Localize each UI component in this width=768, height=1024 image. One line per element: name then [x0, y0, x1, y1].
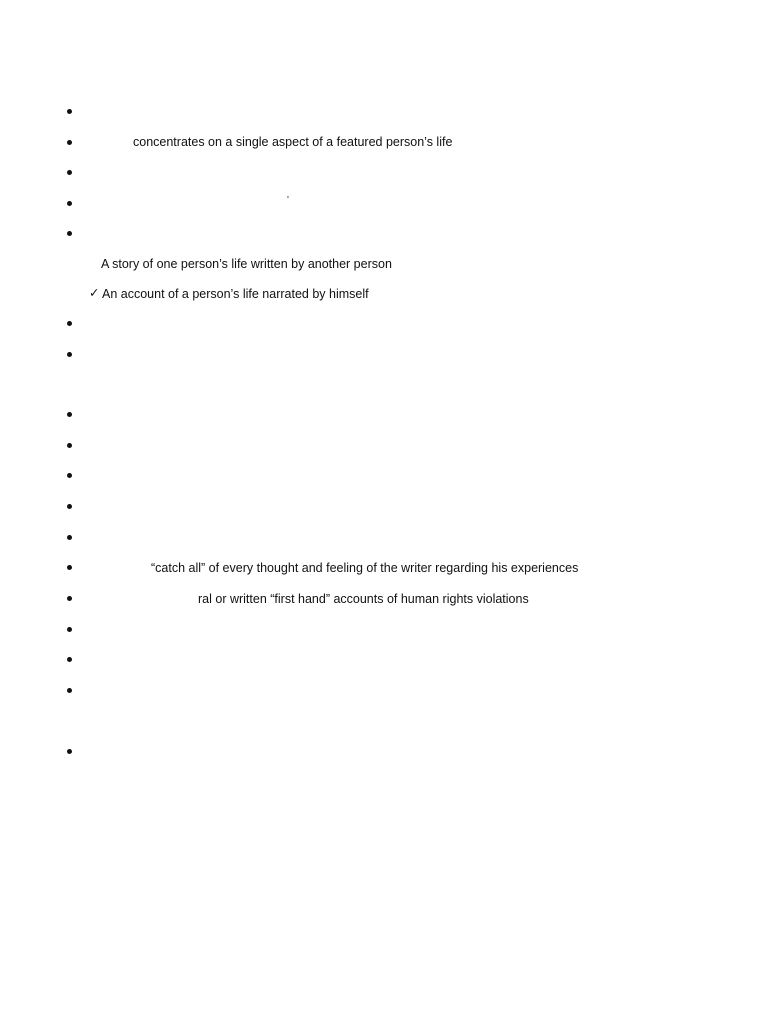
bullet: [66, 320, 74, 328]
text-line-catch-all: “catch all” of every thought and feeling of the writer regarding his experiences: [151, 561, 579, 575]
bullet: [66, 534, 74, 542]
bullet: [66, 108, 74, 116]
text-line-biography: A story of one person’s life written by another person: [101, 257, 392, 271]
text-line-oral-written: ral or written “first hand” accounts of human rights violations: [198, 592, 529, 606]
bullet: [66, 503, 74, 511]
bullet: [66, 200, 74, 208]
bullet: [66, 139, 74, 147]
bullet: [66, 595, 74, 603]
stray-apostrophe: ': [287, 195, 289, 206]
text-line-autobiography: An account of a person’s life narrated by himself: [102, 287, 369, 301]
bullet: [66, 626, 74, 634]
bullet: [66, 472, 74, 480]
bullet: [66, 687, 74, 695]
bullet: [66, 230, 74, 238]
bullet: [66, 351, 74, 359]
bullet: [66, 656, 74, 664]
bullet: [66, 169, 74, 177]
check-mark-icon: ✓: [89, 286, 100, 300]
bullet: [66, 411, 74, 419]
bullet: [66, 564, 74, 572]
bullet: [66, 748, 74, 756]
text-line-aspect: concentrates on a single aspect of a featured person’s life: [133, 135, 453, 149]
bullet: [66, 442, 74, 450]
